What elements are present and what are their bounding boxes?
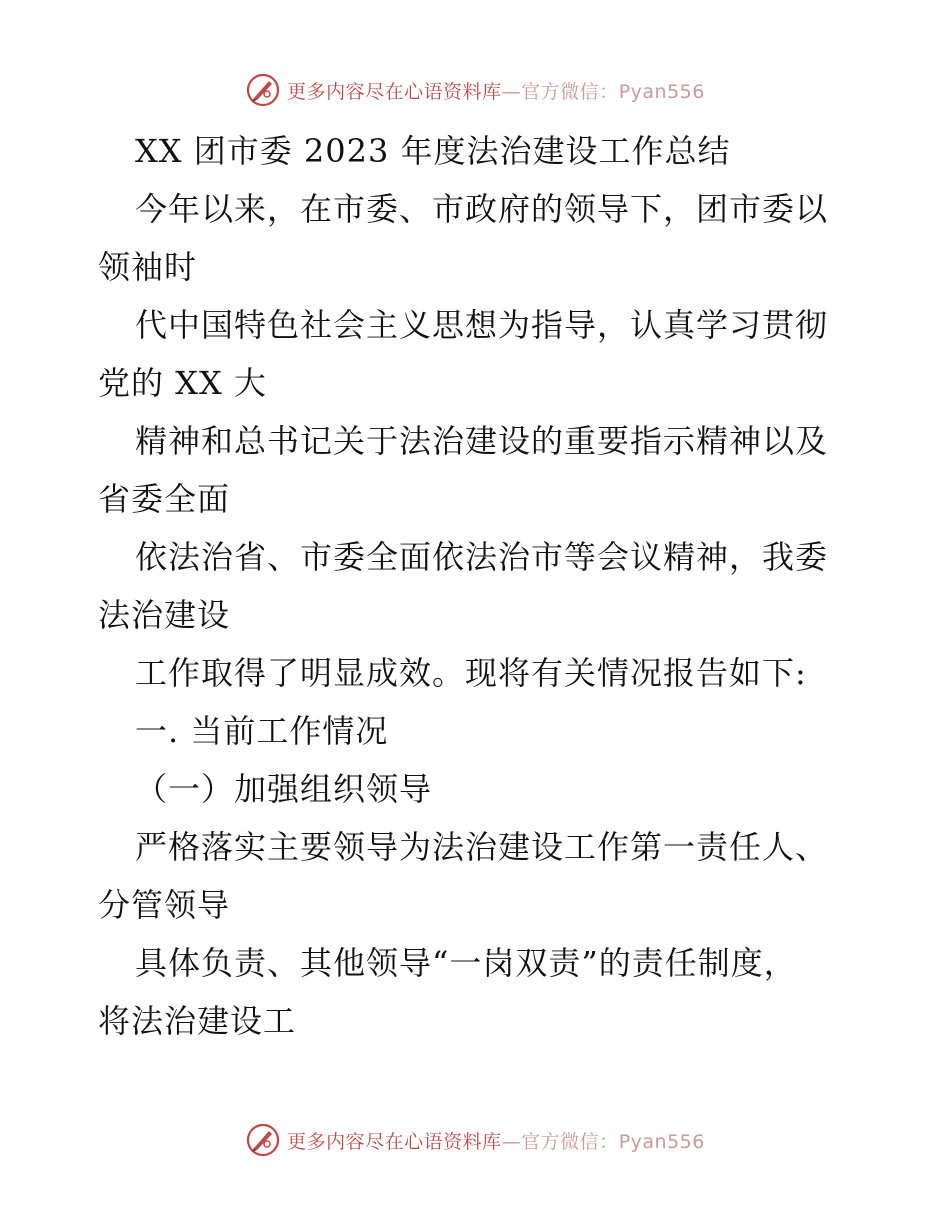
- paragraph-line: 代中国特色社会主义思想为指导，认真学习贯彻: [135, 306, 829, 344]
- paragraph-line: 党的 XX 大: [98, 364, 267, 402]
- paragraph-line: 省委全面: [98, 480, 231, 518]
- section-heading: 一. 当前工作情况: [135, 712, 389, 750]
- banner-wechat-label: 官方微信：: [521, 1130, 619, 1153]
- banner-wechat-id: Pyan556: [618, 80, 705, 103]
- paragraph-line: 工作取得了明显成效。现将有关情况报告如下:: [135, 654, 807, 692]
- quill-pen-logo-icon: [245, 1122, 281, 1158]
- document-body: [98, 122, 858, 1050]
- banner-text: [287, 77, 705, 104]
- paragraph-line: 法治建设: [98, 596, 231, 634]
- subsection-heading: （一）加强组织领导: [135, 770, 433, 808]
- banner-wechat-label: 官方微信：: [521, 80, 619, 103]
- banner-dash: —: [501, 80, 522, 103]
- paragraph-line: 依法治省、市委全面依法治市等会议精神，我委: [135, 538, 829, 576]
- paragraph-line: 具体负责、其他领导“一岗双责”的责任制度，: [135, 944, 797, 982]
- banner-dash: —: [501, 1130, 522, 1153]
- paragraph-line: 严格落实主要领导为法治建设工作第一责任人、: [135, 828, 829, 866]
- paragraph-line: 分管领导: [98, 886, 231, 924]
- paragraph-line: 今年以来，在市委、市政府的领导下，团市委以: [135, 190, 829, 228]
- banner-wechat-id: Pyan556: [618, 1130, 705, 1153]
- banner-site-text: 更多内容尽在心语资料库: [287, 80, 502, 103]
- banner-content: [245, 1122, 705, 1158]
- paragraph-line: 精神和总书记关于法治建设的重要指示精神以及: [135, 422, 829, 460]
- paragraph-line: 将法治建设工: [98, 1002, 297, 1040]
- banner-text: [287, 1127, 705, 1154]
- header-banner: [0, 68, 950, 112]
- footer-banner: [0, 1118, 950, 1162]
- paragraph-line: 领袖时: [98, 248, 198, 286]
- banner-site-text: 更多内容尽在心语资料库: [287, 1130, 502, 1153]
- banner-content: [245, 72, 705, 108]
- document-title: XX 团市委 2023 年度法治建设工作总结: [135, 132, 731, 170]
- quill-pen-logo-icon: [245, 72, 281, 108]
